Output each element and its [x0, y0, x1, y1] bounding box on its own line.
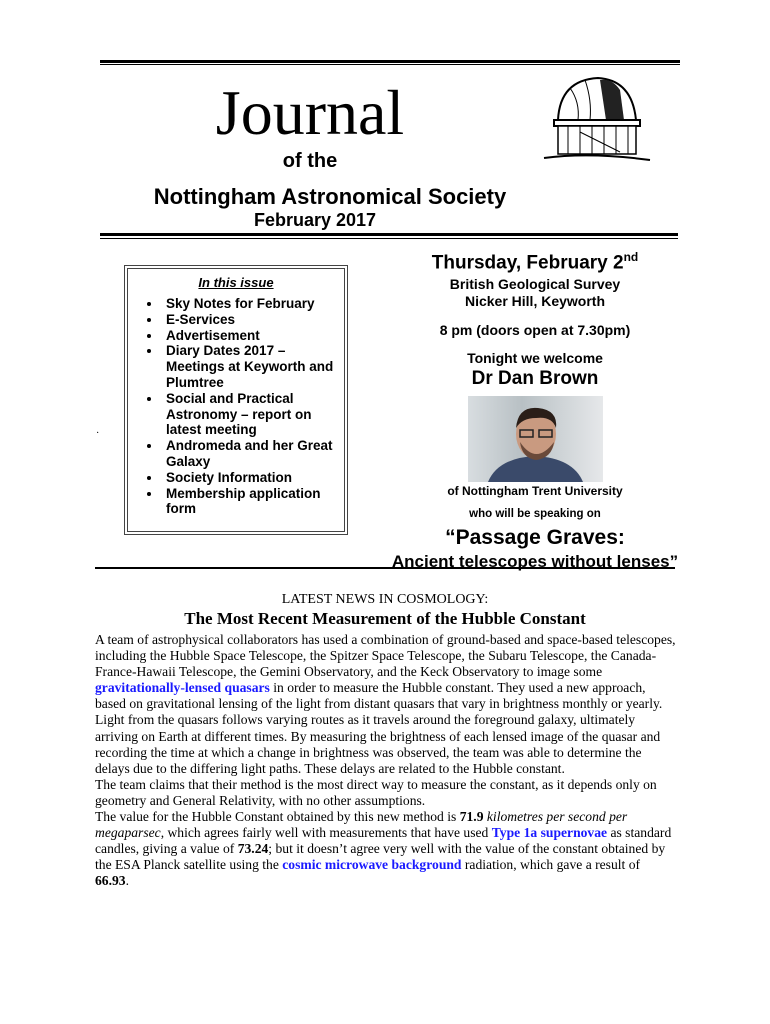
venue-line-1: British Geological Survey: [449, 276, 621, 293]
talk-subtitle: Ancient telescopes without lenses”: [391, 552, 679, 572]
link-lensed-quasars[interactable]: gravitationally-lensed quasars: [95, 680, 270, 696]
link-cmb[interactable]: cosmic microwave background: [282, 857, 462, 873]
meeting-date: Thursday, February 2nd: [431, 250, 639, 274]
contents-item: • Andromeda and her Great Galaxy: [162, 438, 344, 470]
paragraph: A team of astrophysical collaborators has used a combination of ground-based and space-based telescopes, including the Hubble Space Telescope, the Spitzer Space Telescope, the Subaru Telescope, the Canada-France-Hawaii Telescope, the Gemini Observatory, and the Keck Observatory to image some gravitationally-lensed quasars in order to measure the Hubble constant. They used a new approach, based on gravitational lensing of the light from distant quasars that vary in brightness monthly or yearly.: [95, 632, 676, 712]
speaker-name: Dr Dan Brown: [471, 368, 599, 390]
article-header: [95, 592, 675, 629]
journal-title: Journal: [215, 77, 405, 148]
contents-item: • Advertisement: [162, 328, 344, 344]
article-kicker: LATEST NEWS IN COSMOLOGY:: [281, 592, 489, 607]
observatory-dome-icon: [540, 72, 655, 167]
issue-date: February 2017: [253, 210, 377, 230]
meeting-panel: [365, 250, 705, 572]
paragraph: The team claims that their method is the most direct way to measure the constant, as it depends only on geometry and General Relativity, with no other assumptions.: [95, 776, 657, 808]
contents-item: • Diary Dates 2017 – Meetings at Keyworth and Plumtree: [162, 343, 344, 390]
article-headline: The Most Recent Measurement of the Hubble Constant: [184, 609, 586, 628]
talk-title: “Passage Graves:: [445, 526, 625, 550]
article-body: [95, 632, 677, 890]
paragraph: The value for the Hubble Constant obtained by this new method is 71.9 kilometres per second per megaparsec, which agrees fairly well with measurements that have used Type 1a supernovae as standard candles, giving a value of 73.24; but it doesn’t agree very well with the value of the constant obtained by the ESA Planck satellite using the cosmic microwave background radiation, which gave a result of 66.93.: [95, 809, 672, 889]
contents-box: [124, 265, 348, 535]
contents-item: • Social and Practical Astronomy – report on latest meeting: [162, 391, 344, 438]
top-rule: [100, 60, 680, 65]
of-the-label: of the: [282, 150, 338, 172]
venue-line-2: Nicker Hill, Keyworth: [464, 293, 606, 310]
speaking-on-text: who will be speaking on: [469, 508, 601, 521]
contents-list: [128, 296, 344, 517]
speaker-affiliation: of Nottingham Trent University: [447, 484, 623, 499]
header-rule: [100, 233, 678, 239]
contents-item: • Membership application form: [162, 486, 344, 518]
contents-item: • Sky Notes for February: [162, 296, 344, 312]
society-name: Nottingham Astronomical Society: [153, 184, 507, 209]
link-type-1a-supernovae[interactable]: Type 1a supernovae: [491, 825, 608, 841]
stray-dot: ·: [96, 428, 100, 439]
contents-heading: In this issue: [198, 275, 274, 290]
contents-item: • Society Information: [162, 470, 344, 486]
welcome-text: Tonight we welcome: [467, 350, 603, 367]
paragraph: Light from the quasars follows varying routes as it travels around the foreground galaxy, ultimately arriving on Earth at different times. By measuring the brightness of each lensed image of the quasar and recording the time at which a change in brightness was observed, the team was able to determine the delays due to the differing light paths. These delays are related to the Hubble constant.: [95, 712, 661, 776]
speaker-photo: [468, 396, 603, 482]
contents-item: • E-Services: [162, 312, 344, 328]
meeting-time: 8 pm (doors open at 7.30pm): [439, 322, 631, 339]
section-rule: [95, 567, 675, 569]
